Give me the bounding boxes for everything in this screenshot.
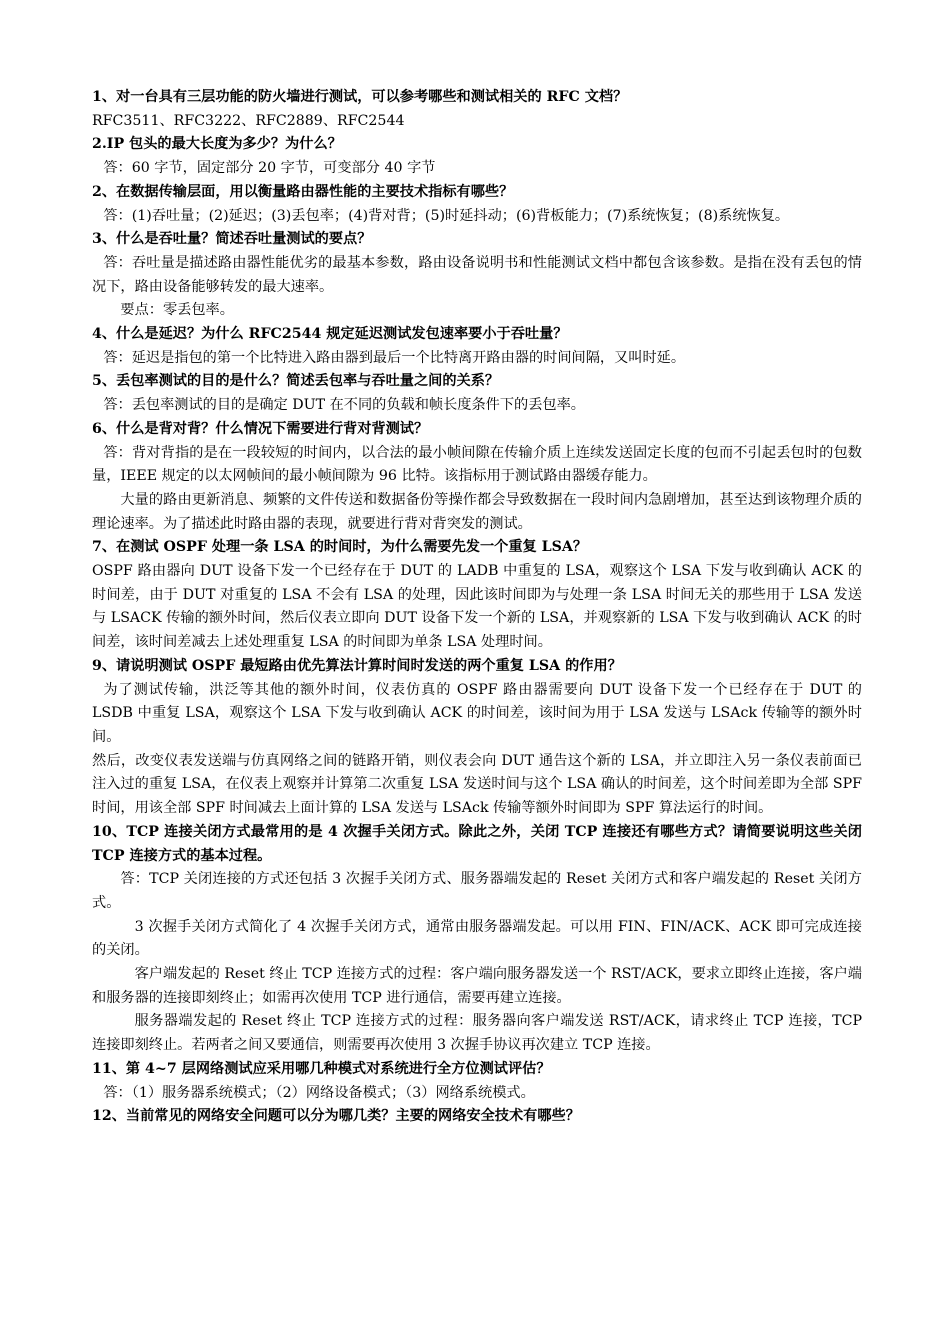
answer-7: OSPF 路由器向 DUT 设备下发一个已经存在于 DUT 的 LADB 中重复的 LSA，观察这个 LSA 下发与收到确认 ACK 的时间差，由于 DUT 对重复的 LSA 不会有 LSA 的处理，因此该时间即为与处理一条 LSA 时间无关的那些用于 LSA 发送与 LSACK 传输的额外时间，然后仪表立即向 DUT 设备下发一个新的 LSA，并观察新的 LSA 下发与收到确认 ACK 的时间差，该时间差减去上述处理重复 LSA 的时间即为单条 LSA 处理时间。 xyxy=(92,563,862,651)
question-2-router-metrics: 2、在数据传输层面，用以衡量路由器性能的主要技术指标有哪些？ xyxy=(92,183,514,200)
document-body xyxy=(92,86,862,1129)
answer-10: 答：TCP 关闭连接的方式还包括 3 次握手关闭方式、服务器端发起的 Reset 关闭方式和客户端发起的 Reset 关闭方式。 xyxy=(92,871,862,911)
answer-2-ip-header: 答：60 字节，固定部分 20 字节，可变部分 40 字节 xyxy=(103,160,436,177)
question-9: 9、请说明测试 OSPF 最短路由优先算法计算时间时发送的两个重复 LSA 的作用？ xyxy=(92,657,622,674)
answer-5: 答：丢包率测试的目的是确定 DUT 在不同的负载和帧长度条件下的丢包率。 xyxy=(103,397,585,414)
question-11: 11、第 4~7 层网络测试应采用哪几种模式对系统进行全方位测试评估？ xyxy=(92,1060,551,1077)
question-6: 6、什么是背对背？什么情况下需要进行背对背测试？ xyxy=(92,420,429,437)
answer-1: RFC3511、RFC3222、RFC2889、RFC2544 xyxy=(92,112,405,129)
answer-3: 答：吞吐量是描述路由器性能优劣的最基本参数，路由设备说明书和性能测试文档中都包含该参数。是指在没有丢包的情况下，路由设备能够转发的最大速率。 xyxy=(92,254,862,295)
question-12: 12、当前常见的网络安全问题可以分为哪几类？主要的网络安全技术有哪些？ xyxy=(92,1108,580,1125)
answer-2-router-metrics: 答：(1)吞吐量；(2)延迟；(3)丢包率；(4)背对背；(5)时延抖动；(6)背板能力；(7)系统恢复；(8)系统恢复。 xyxy=(103,207,790,224)
question-4: 4、什么是延迟？为什么 RFC2544 规定延迟测试发包速率要小于吞吐量？ xyxy=(92,326,568,343)
question-10: 10、TCP 连接关闭方式最常用的是 4 次握手关闭方式。除此之外，关闭 TCP 连接还有哪些方式？请简要说明这些关闭 TCP 连接方式的基本过程。 xyxy=(92,823,862,864)
question-1: 1、对一台具有三层功能的防火墙进行测试，可以参考哪些和测试相关的 RFC 文档？ xyxy=(92,89,628,105)
answer-6-continued: 大量的路由更新消息、频繁的文件传送和数据备份等操作都会导致数据在一段时间内急剧增加，甚至达到该物理介质的理论速率。为了描述此时路由器的表现，就要进行背对背突发的测试。 xyxy=(92,491,862,532)
question-5: 5、丢包率测试的目的是什么？简述丢包率与吞吐量之间的关系？ xyxy=(92,373,500,390)
answer-10-server-reset: 服务器端发起的 Reset 终止 TCP 连接方式的过程：服务器向客户端发送 RST/ACK，请求终止 TCP 连接，TCP 连接即刻终止。若两者之间又要通信，则需要再次使用 3 次握手协议再次建立 TCP 连接。 xyxy=(92,1013,862,1054)
answer-11: 答：（1）服务器系统模式；（2）网络设备模式；（3）网络系统模式。 xyxy=(103,1084,535,1101)
answer-9-continued: 然后，改变仪表发送端与仿真网络之间的链路开销，则仪表会向 DUT 通告这个新的 LSA，并立即注入另一条仪表前面已注入过的重复 LSA，在仪表上观察并计算第二次重复 LSA 发送时间与这个 LSA 确认的时间差，这个时间差即为全部 SPF 时间，用该全部 SPF 时间减去上面计算的 LSA 发送与 LSAck 传输等额外时间即为 SPF 算法运行的时间。 xyxy=(92,752,862,817)
question-2-ip-header: 2.IP 包头的最大长度为多少？为什么？ xyxy=(92,136,342,153)
question-3: 3、什么是吞吐量？简述吞吐量测试的要点？ xyxy=(92,231,372,248)
question-7: 7、在测试 OSPF 处理一条 LSA 的时间时，为什么需要先发一个重复 LSA？ xyxy=(92,539,588,556)
answer-4: 答：延迟是指包的第一个比特进入路由器到最后一个比特离开路由器的时间间隔，又叫时延。 xyxy=(103,349,686,366)
answer-6: 答：背对背指的是在一段较短的时间内，以合法的最小帧间隙在传输介质上连续发送固定长度的包而不引起丢包时的包数量，IEEE 规定的以太网帧间的最小帧间隙为 96 比特。该指标用于测试路由器缓存能力。 xyxy=(92,444,862,485)
answer-10-three-way: 3 次握手关闭方式简化了 4 次握手关闭方式，通常由服务器端发起。可以用 FIN、FIN/ACK、ACK 即可完成连接的关闭。 xyxy=(92,918,862,959)
answer-3-key-point: 要点：零丢包率。 xyxy=(120,302,234,319)
answer-10-client-reset: 客户端发起的 Reset 终止 TCP 连接方式的过程：客户端向服务器发送一个 RST/ACK，要求立即终止连接，客户端和服务器的连接即刻终止；如需再次使用 TCP 进行通信，需要再建立连接。 xyxy=(92,966,862,1006)
answer-9: 为了测试传输，洪泛等其他的额外时间，仪表仿真的 OSPF 路由器需要向 DUT 设备下发一个已经存在于 DUT 的 LSDB 中重复 LSA，观察这个 LSA 下发与收到确认 ACK 的时间差，该时间为用于 LSA 发送与 LSAck 传输等的额外时间。 xyxy=(92,681,862,745)
